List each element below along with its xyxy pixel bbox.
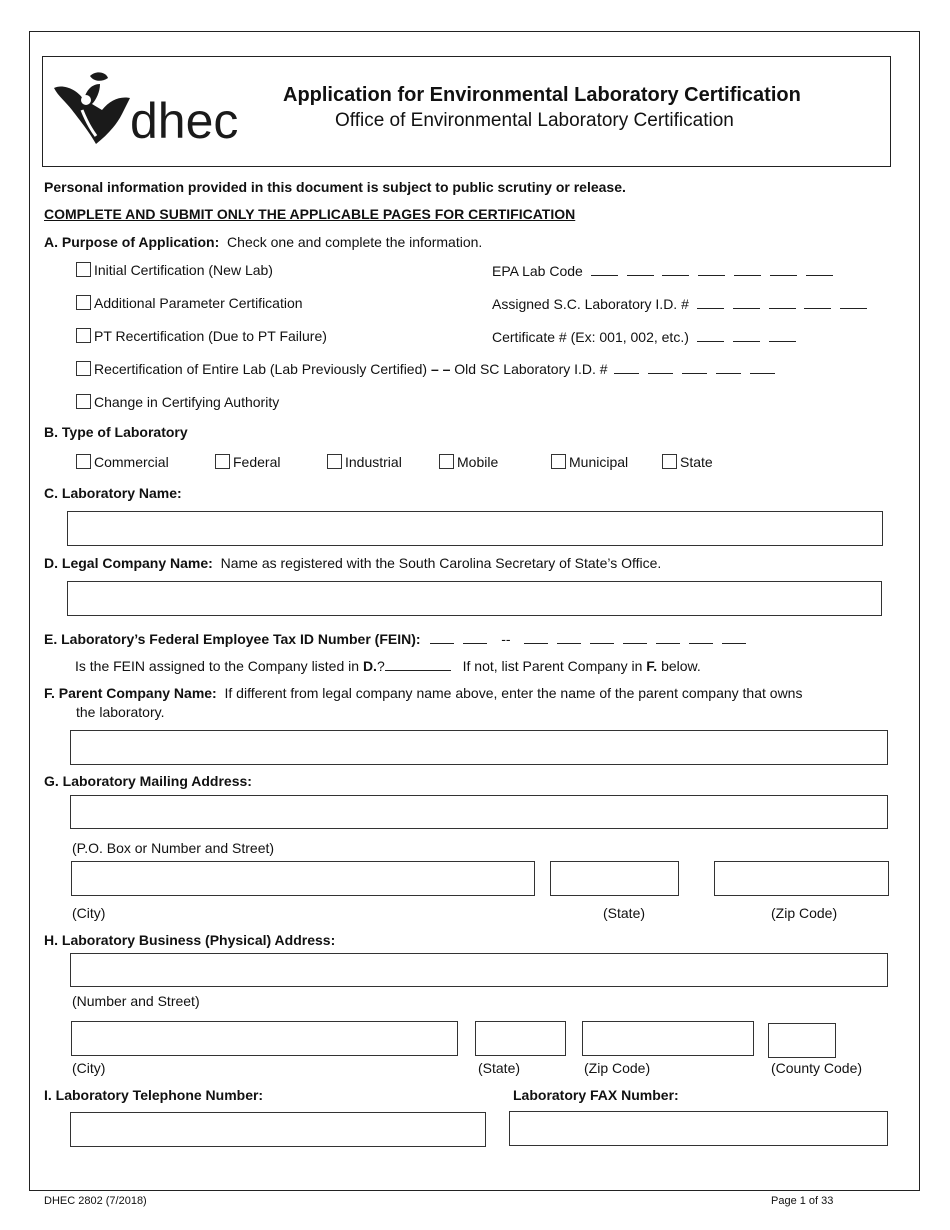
business-street-caption: (Number and Street)	[72, 993, 200, 1009]
checkbox[interactable]	[76, 328, 91, 343]
blank[interactable]	[557, 631, 581, 644]
section-f-heading	[44, 685, 802, 701]
lab-type-label: Commercial	[94, 454, 169, 470]
blank[interactable]	[840, 296, 867, 309]
mailing-street-field[interactable]	[70, 795, 888, 829]
blank[interactable]	[590, 631, 614, 644]
assigned-lab-id	[492, 296, 867, 312]
business-county-field[interactable]	[768, 1023, 836, 1058]
blank[interactable]	[770, 263, 797, 276]
checkbox[interactable]	[76, 454, 91, 469]
lab-type-federal[interactable]	[215, 454, 280, 470]
fax-field[interactable]	[509, 1111, 888, 1146]
lab-type-label: State	[680, 454, 713, 470]
form-title: Application for Environmental Laboratory Certification	[283, 84, 801, 106]
section-d-hint: Name as registered with the South Carolina Secretary of State’s Office.	[220, 555, 662, 571]
section-f-hint: If different from legal company name above, enter the name of the parent company that owns	[224, 685, 803, 701]
section-e-label: E. Laboratory’s Federal Employee Tax ID Number (FEIN):	[44, 631, 421, 647]
mailing-city-caption: (City)	[72, 905, 106, 921]
checkbox[interactable]	[76, 262, 91, 277]
certificate-number-label: Certificate # (Ex: 001, 002, etc.)	[492, 329, 689, 345]
section-ref-f: F.	[646, 658, 658, 674]
section-c-label: C. Laboratory Name:	[44, 485, 182, 501]
blank[interactable]	[648, 361, 673, 374]
section-h-label: H. Laboratory Business (Physical) Address:	[44, 932, 336, 948]
parent-instruction: If not, list Parent Company in	[462, 658, 643, 674]
section-f-label: F. Parent Company Name:	[44, 685, 217, 701]
section-b-label: B. Type of Laboratory	[44, 424, 188, 440]
business-zip-field[interactable]	[582, 1021, 754, 1056]
mailing-zip-caption: (Zip Code)	[771, 905, 838, 921]
checkbox[interactable]	[76, 361, 91, 376]
instruction-heading: COMPLETE AND SUBMIT ONLY THE APPLICABLE PAGES FOR CERTIFICATION	[44, 206, 576, 222]
section-d-heading	[44, 555, 661, 571]
checkbox[interactable]	[76, 295, 91, 310]
blank[interactable]	[698, 263, 725, 276]
checkbox[interactable]	[76, 394, 91, 409]
business-street-field[interactable]	[70, 953, 888, 987]
blank[interactable]	[430, 631, 454, 644]
lab-type-commercial[interactable]	[76, 454, 169, 470]
fein-separator: --	[501, 631, 511, 647]
option-label: PT Recertification (Due to PT Failure)	[94, 328, 327, 344]
parent-instruction-end: below.	[661, 658, 701, 674]
privacy-notice: Personal information provided in this document is subject to public scrutiny or release.	[44, 179, 626, 195]
blank[interactable]	[769, 296, 796, 309]
parent-company-name-field[interactable]	[70, 730, 888, 765]
section-a-heading	[44, 234, 482, 250]
legal-company-name-field[interactable]	[67, 581, 882, 616]
blank[interactable]	[682, 361, 707, 374]
business-zip-caption: (Zip Code)	[584, 1060, 651, 1076]
form-id: DHEC 2802 (7/2018)	[44, 1195, 147, 1207]
fein-question	[75, 658, 701, 674]
section-a-label: A. Purpose of Application:	[44, 234, 220, 250]
telephone-field[interactable]	[70, 1112, 486, 1147]
laboratory-name-field[interactable]	[67, 511, 883, 546]
lab-type-label: Mobile	[457, 454, 499, 470]
blank[interactable]	[716, 361, 741, 374]
mailing-city-field[interactable]	[71, 861, 535, 896]
lab-type-state[interactable]	[662, 454, 713, 470]
lab-type-label: Industrial	[345, 454, 402, 470]
option-label: Recertification of Entire Lab (Lab Previously Certified)	[94, 361, 428, 377]
blank[interactable]	[734, 263, 761, 276]
checkbox[interactable]	[551, 454, 566, 469]
epa-lab-code-label: EPA Lab Code	[492, 263, 583, 279]
page-number: Page 1 of 33	[771, 1195, 834, 1207]
checkbox[interactable]	[439, 454, 454, 469]
option-label: Change in Certifying Authority	[94, 394, 280, 410]
option-label: Additional Parameter Certification	[94, 295, 303, 311]
assigned-lab-id-label: Assigned S.C. Laboratory I.D. #	[492, 296, 689, 312]
business-county-caption: (County Code)	[771, 1060, 863, 1076]
mailing-state-field[interactable]	[550, 861, 679, 896]
mailing-street-caption: (P.O. Box or Number and Street)	[72, 840, 275, 856]
blank[interactable]	[662, 263, 689, 276]
blank[interactable]	[524, 631, 548, 644]
mailing-state-caption: (State)	[603, 905, 646, 921]
business-state-field[interactable]	[475, 1021, 566, 1056]
blank[interactable]	[614, 361, 639, 374]
section-e-heading	[44, 631, 746, 647]
old-lab-id-label: Old SC Laboratory I.D. #	[454, 361, 608, 377]
blank[interactable]	[733, 329, 760, 342]
section-i-fax-label: Laboratory FAX Number:	[513, 1087, 679, 1103]
blank[interactable]	[591, 263, 618, 276]
option-recertification-entire-lab[interactable]	[76, 361, 775, 377]
business-state-caption: (State)	[478, 1060, 521, 1076]
lab-type-industrial[interactable]	[327, 454, 402, 470]
fein-question-text: Is the FEIN assigned to the Company listed in	[75, 658, 360, 674]
checkbox[interactable]	[662, 454, 677, 469]
blank[interactable]	[627, 263, 654, 276]
blank[interactable]	[769, 329, 796, 342]
blank[interactable]	[722, 631, 746, 644]
blank[interactable]	[750, 361, 775, 374]
lab-type-label: Federal	[233, 454, 281, 470]
blank[interactable]	[733, 296, 760, 309]
blank[interactable]	[806, 263, 833, 276]
blank[interactable]	[689, 631, 713, 644]
checkbox[interactable]	[215, 454, 230, 469]
checkbox[interactable]	[327, 454, 342, 469]
blank[interactable]	[463, 631, 487, 644]
option-label: Initial Certification (New Lab)	[94, 262, 273, 278]
option-initial-certification[interactable]	[76, 262, 273, 278]
option-pt-recertification[interactable]	[76, 328, 327, 344]
question-mark: ?	[376, 658, 385, 674]
option-change-certifying-authority[interactable]	[76, 394, 279, 410]
option-additional-parameter[interactable]	[76, 295, 303, 311]
section-g-label: G. Laboratory Mailing Address:	[44, 773, 252, 789]
logo-text: dhec	[130, 93, 239, 149]
section-ref-d: D.	[362, 658, 377, 674]
lab-type-mobile[interactable]	[439, 454, 498, 470]
blank[interactable]	[697, 296, 724, 309]
lab-type-municipal[interactable]	[551, 454, 628, 470]
section-a-hint: Check one and complete the information.	[227, 234, 483, 250]
epa-lab-code	[492, 263, 833, 279]
certificate-number	[492, 329, 796, 345]
blank[interactable]	[697, 329, 724, 342]
mailing-zip-field[interactable]	[714, 861, 889, 896]
form-subtitle: Office of Environmental Laboratory Certification	[335, 110, 734, 131]
blank[interactable]	[656, 631, 680, 644]
blank[interactable]	[804, 296, 831, 309]
lab-type-label: Municipal	[569, 454, 629, 470]
section-f-hint-cont: the laboratory.	[76, 704, 165, 720]
blank[interactable]	[623, 631, 647, 644]
fein-answer-blank[interactable]	[385, 658, 451, 671]
business-city-caption: (City)	[72, 1060, 106, 1076]
dash-separator: – –	[430, 361, 451, 377]
section-d-label: D. Legal Company Name:	[44, 555, 213, 571]
business-city-field[interactable]	[71, 1021, 458, 1056]
section-i-phone-label: I. Laboratory Telephone Number:	[44, 1087, 264, 1103]
